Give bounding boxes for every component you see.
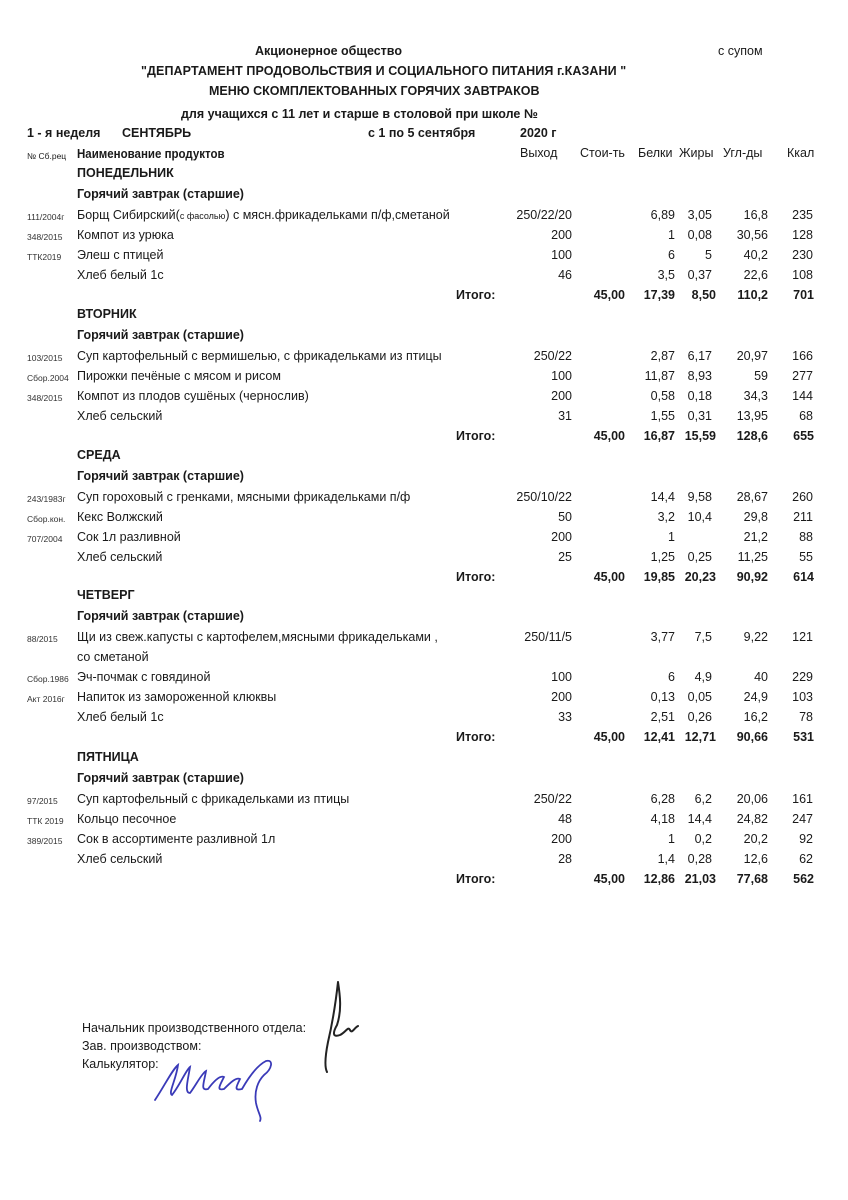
output-value: 250/22	[533, 792, 572, 806]
total-carbs: 110,2	[737, 288, 768, 302]
product-name-text: Элеш с птицей	[77, 248, 164, 262]
fat-value: 7,5	[694, 630, 712, 644]
protein-value: 2,51	[650, 710, 675, 724]
output-value: 48	[558, 812, 572, 826]
output-value: 25	[558, 550, 572, 564]
fat-value: 14,4	[687, 812, 712, 826]
fat-value: 0,08	[687, 228, 712, 242]
product-name-text: Кольцо песочное	[77, 812, 177, 826]
production-manager-label: Зав. производством:	[82, 1039, 202, 1053]
product-name	[77, 550, 162, 564]
product-name-text: Хлеб сельский	[77, 852, 163, 866]
recipe-code: 97/2015	[27, 796, 58, 806]
carbs-value: 28,67	[736, 490, 768, 504]
fat-value: 0,28	[687, 852, 712, 866]
product-name	[77, 812, 176, 826]
product-name-text: Борщ Сибирский(	[77, 208, 180, 222]
total-fat: 20,23	[684, 570, 716, 584]
signature-black-icon	[318, 980, 368, 1080]
product-name-text: Хлеб белый 1с	[77, 710, 164, 724]
meal-title: Горячий завтрак (старшие)	[77, 609, 244, 623]
col-protein: Белки	[638, 146, 673, 160]
protein-value: 1	[668, 530, 675, 544]
fat-value: 0,2	[694, 832, 712, 846]
product-name-text: Пирожки печёные с мясом и рисом	[77, 369, 281, 383]
product-name-text: Компот из урюка	[77, 228, 174, 242]
recipe-code: 389/2015	[27, 836, 63, 846]
protein-value: 1,25	[650, 550, 675, 564]
output-value: 250/10/22	[516, 490, 572, 504]
total-label: Итого:	[456, 429, 496, 443]
product-name-text: Сок в ассортименте разливной 1л	[77, 832, 276, 846]
output-value: 200	[551, 832, 572, 846]
recipe-code: Акт 2016г	[27, 694, 65, 704]
output-value: 31	[558, 409, 572, 423]
total-carbs: 90,92	[736, 570, 768, 584]
recipe-code: Сбор.кон.	[27, 514, 66, 524]
kcal-value: 211	[793, 510, 813, 524]
fat-value: 8,93	[687, 369, 712, 383]
total-kcal: 614	[793, 570, 814, 584]
output-value: 100	[551, 369, 572, 383]
signature-blue-icon	[150, 1055, 300, 1125]
product-name	[77, 792, 349, 806]
product-name-text: Щи из свеж.капусты с картофелем,мясными фрикадельками ,	[77, 630, 438, 644]
total-fat: 12,71	[684, 730, 716, 744]
kcal-value: 230	[792, 248, 813, 262]
kcal-value: 277	[792, 369, 813, 383]
total-label: Итого:	[456, 570, 496, 584]
corner-note: с супом	[718, 44, 763, 58]
carbs-value: 13,95	[736, 409, 768, 423]
protein-value: 6	[668, 248, 675, 262]
product-name-text: Эч-почмак с говядиной	[77, 670, 211, 684]
product-name	[77, 490, 410, 504]
product-name	[77, 630, 438, 644]
kcal-value: 161	[792, 792, 813, 806]
kcal-value: 62	[799, 852, 813, 866]
carbs-value: 20,97	[736, 349, 768, 363]
period-label: с 1 по 5 сентября	[368, 126, 476, 140]
total-label: Итого:	[456, 288, 496, 302]
recipe-code: 111/2004г	[27, 212, 65, 222]
recipe-code: 707/2004	[27, 534, 63, 544]
product-name-text: Суп картофельный с фрикадельками из птицы	[77, 792, 350, 806]
kcal-value: 166	[792, 349, 813, 363]
output-value: 33	[558, 710, 572, 724]
col-kcal: Ккал	[787, 146, 815, 160]
output-value: 250/22/20	[516, 208, 572, 222]
product-name-text: Хлеб белый 1с	[77, 268, 164, 282]
kcal-value: 55	[799, 550, 813, 564]
protein-value: 4,18	[650, 812, 675, 826]
protein-value: 1	[668, 832, 675, 846]
output-value: 100	[551, 670, 572, 684]
protein-value: 1,55	[650, 409, 675, 423]
output-value: 28	[558, 852, 572, 866]
carbs-value: 24,9	[743, 690, 768, 704]
month-label: СЕНТЯБРЬ	[122, 126, 192, 140]
protein-value: 2,87	[650, 349, 675, 363]
recipe-code: ТТК 2019	[27, 816, 64, 826]
total-label: Итого:	[456, 730, 496, 744]
meal-title: Горячий завтрак (старшие)	[77, 469, 244, 483]
product-name-line2: со сметаной	[77, 650, 149, 664]
product-name-text: Суп картофельный с вермишелью, с фрикадельками из птицы	[77, 349, 442, 363]
kcal-value: 144	[792, 389, 813, 403]
protein-value: 6,89	[650, 208, 675, 222]
head-of-production-label: Начальник производственного отдела:	[82, 1021, 307, 1035]
carbs-value: 24,82	[736, 812, 768, 826]
output-value: 200	[551, 389, 572, 403]
fat-value: 0,25	[687, 550, 712, 564]
fat-value: 3,05	[687, 208, 712, 222]
output-value: 46	[558, 268, 572, 282]
total-cost: 45,00	[593, 730, 625, 744]
kcal-value: 92	[799, 832, 813, 846]
total-carbs: 90,66	[736, 730, 768, 744]
day-title: СРЕДА	[77, 448, 121, 462]
carbs-value: 20,2	[743, 832, 768, 846]
carbs-value: 40,2	[743, 248, 768, 262]
kcal-value: 229	[792, 670, 813, 684]
carbs-value: 34,3	[743, 389, 768, 403]
product-name-text: Суп гороховый с гренками, мясными фрикадельками п/ф	[77, 490, 411, 504]
output-value: 200	[551, 690, 572, 704]
product-name	[77, 852, 162, 866]
fat-value: 0,18	[687, 389, 712, 403]
total-fat: 8,50	[691, 288, 716, 302]
output-value: 200	[551, 228, 572, 242]
calculator-label: Калькулятор:	[82, 1057, 159, 1071]
product-name	[77, 349, 442, 363]
col-cost: Стои-ть	[580, 146, 625, 160]
meal-title: Горячий завтрак (старшие)	[77, 187, 244, 201]
day-title: ВТОРНИК	[77, 307, 137, 321]
product-name	[77, 710, 164, 724]
carbs-value: 12,6	[743, 852, 768, 866]
carbs-value: 29,8	[743, 510, 768, 524]
product-name	[77, 268, 164, 282]
total-cost: 45,00	[593, 872, 625, 886]
carbs-value: 40	[754, 670, 768, 684]
meal-title: Горячий завтрак (старшие)	[77, 328, 244, 342]
recipe-code: 88/2015	[27, 634, 58, 644]
fat-value: 0,26	[687, 710, 712, 724]
day-title: ЧЕТВЕРГ	[77, 588, 135, 602]
kcal-value: 68	[799, 409, 813, 423]
protein-value: 6,28	[650, 792, 675, 806]
recipe-code: ТТК2019	[27, 252, 62, 262]
protein-value: 1	[668, 228, 675, 242]
recipe-code: 348/2015	[27, 232, 63, 242]
fat-value: 9,58	[687, 490, 712, 504]
protein-value: 0,13	[650, 690, 675, 704]
fat-value: 6,17	[687, 349, 712, 363]
output-value: 100	[551, 248, 572, 262]
week-label: 1 - я неделя	[27, 126, 101, 140]
protein-value: 3,5	[657, 268, 675, 282]
total-protein: 12,86	[643, 872, 675, 886]
product-name	[77, 228, 174, 242]
total-fat: 15,59	[684, 429, 716, 443]
product-name	[77, 530, 181, 544]
product-name	[77, 208, 450, 222]
output-value: 250/11/5	[524, 630, 572, 644]
carbs-value: 16,8	[743, 208, 768, 222]
col-carbs: Угл-ды	[723, 146, 763, 160]
audience-line: для учащихся с 11 лет и старше в столовой при школе №	[181, 107, 538, 121]
product-name-rest: ) с мясн.фрикадельками п/ф,сметаной	[225, 208, 450, 222]
meal-title: Горячий завтрак (старшие)	[77, 771, 244, 785]
protein-value: 14,4	[650, 490, 675, 504]
carbs-value: 20,06	[736, 792, 768, 806]
protein-value: 6	[668, 670, 675, 684]
carbs-value: 11,25	[737, 550, 768, 564]
recipe-code: Сбор.2004	[27, 373, 69, 383]
fat-value: 4,9	[694, 670, 712, 684]
product-name-note: с фасолью	[179, 211, 226, 221]
fat-value: 10,4	[687, 510, 712, 524]
total-carbs: 128,6	[736, 429, 768, 443]
carbs-value: 59	[754, 369, 768, 383]
total-protein: 12,41	[643, 730, 675, 744]
recipe-code: 243/1983г	[27, 494, 66, 504]
org-name: "ДЕПАРТАМЕНТ ПРОДОВОЛЬСТВИЯ И СОЦИАЛЬНОГО ПИТАНИЯ г.КАЗАНИ "	[141, 64, 627, 78]
total-kcal: 531	[793, 730, 814, 744]
product-name	[77, 690, 276, 704]
kcal-value: 103	[792, 690, 813, 704]
protein-value: 3,77	[650, 630, 675, 644]
protein-value: 0,58	[650, 389, 675, 403]
product-name-text: Кекс Волжский	[77, 510, 163, 524]
kcal-value: 121	[792, 630, 813, 644]
col-code: № Сб.рец	[27, 151, 67, 161]
col-output: Выход	[520, 146, 558, 160]
total-protein: 19,85	[643, 570, 675, 584]
protein-value: 1,4	[657, 852, 675, 866]
total-kcal: 562	[793, 872, 814, 886]
product-name	[77, 409, 162, 423]
fat-value: 0,31	[687, 409, 712, 423]
recipe-code: 348/2015	[27, 393, 63, 403]
total-cost: 45,00	[593, 570, 625, 584]
total-kcal: 701	[793, 288, 814, 302]
fat-value: 6,2	[694, 792, 712, 806]
carbs-value: 16,2	[743, 710, 768, 724]
menu-title: МЕНЮ СКОМПЛЕКТОВАННЫХ ГОРЯЧИХ ЗАВТРАКОВ	[209, 84, 540, 98]
protein-value: 3,2	[657, 510, 675, 524]
carbs-value: 22,6	[743, 268, 768, 282]
product-name	[77, 670, 210, 684]
product-name-text: Сок 1л разливной	[77, 530, 181, 544]
kcal-value: 235	[792, 208, 813, 222]
product-name	[77, 510, 163, 524]
kcal-value: 247	[792, 812, 813, 826]
total-fat: 21,03	[684, 872, 716, 886]
product-name	[77, 369, 281, 383]
output-value: 200	[551, 530, 572, 544]
kcal-value: 260	[792, 490, 813, 504]
kcal-value: 128	[792, 228, 813, 242]
product-name	[77, 248, 163, 262]
day-title: ПОНЕДЕЛЬНИК	[77, 166, 174, 180]
product-name-text: Хлеб сельский	[77, 409, 163, 423]
kcal-value: 78	[799, 710, 813, 724]
total-carbs: 77,68	[736, 872, 768, 886]
total-kcal: 655	[793, 429, 814, 443]
output-value: 50	[558, 510, 572, 524]
product-name	[77, 389, 309, 403]
fat-value: 5	[705, 248, 712, 262]
day-title: ПЯТНИЦА	[77, 750, 139, 764]
col-name: Наименование продуктов	[77, 147, 225, 161]
kcal-value: 88	[799, 530, 813, 544]
total-protein: 16,87	[643, 429, 675, 443]
protein-value: 11,87	[644, 369, 675, 383]
carbs-value: 21,2	[743, 530, 768, 544]
total-label: Итого:	[456, 872, 496, 886]
total-cost: 45,00	[593, 288, 625, 302]
kcal-value: 108	[792, 268, 813, 282]
fat-value: 0,05	[687, 690, 712, 704]
recipe-code: Сбор.1986	[27, 674, 69, 684]
product-name-text: Компот из плодов сушёных (чернослив)	[77, 389, 309, 403]
year-label: 2020 г	[520, 126, 557, 140]
product-name-text: Хлеб сельский	[77, 550, 163, 564]
carbs-value: 30,56	[736, 228, 768, 242]
total-protein: 17,39	[643, 288, 675, 302]
recipe-code: 103/2015	[27, 353, 63, 363]
carbs-value: 9,22	[743, 630, 768, 644]
product-name	[77, 832, 275, 846]
col-fat: Жиры	[679, 146, 714, 160]
total-cost: 45,00	[593, 429, 625, 443]
product-name-text: Напиток из замороженной клюквы	[77, 690, 277, 704]
org-type: Акционерное общество	[255, 44, 402, 58]
output-value: 250/22	[533, 349, 572, 363]
fat-value: 0,37	[687, 268, 712, 282]
